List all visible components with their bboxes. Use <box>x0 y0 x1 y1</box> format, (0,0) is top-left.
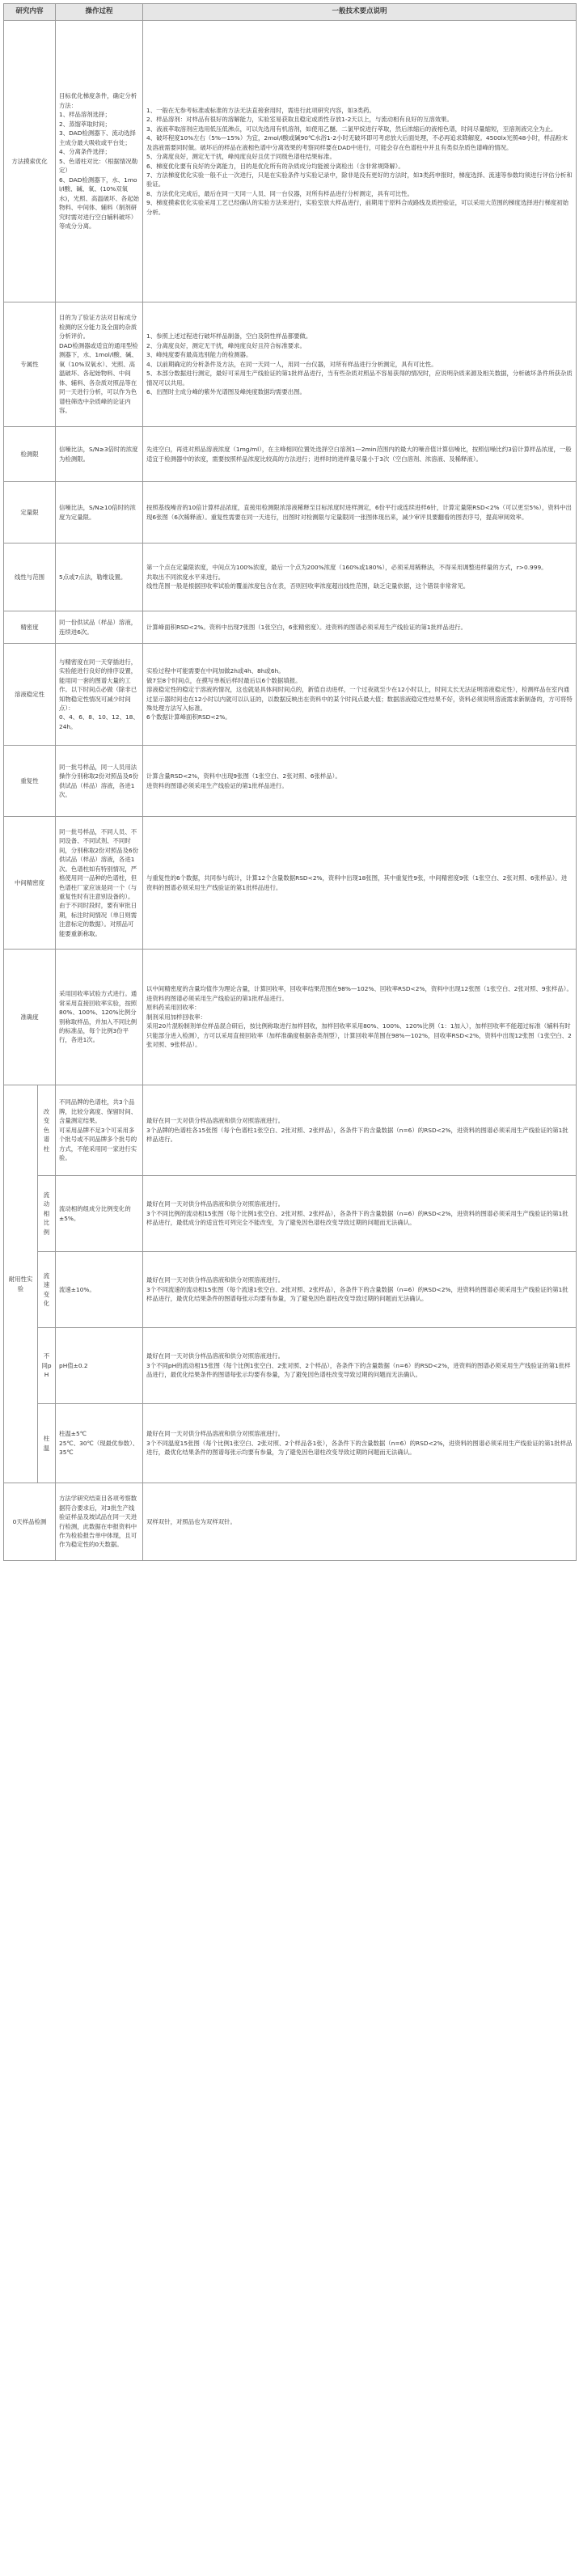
row-process <box>56 21 143 302</box>
table-row <box>4 21 577 302</box>
text-line: 0、4、6、8、10、12、18、24h。 <box>59 713 139 730</box>
text-line: 同一份供试品（样品）溶液，连续进6次。 <box>59 619 137 636</box>
text-line: 制剂采用加样回收率： <box>146 1013 206 1021</box>
text-line: pH值±0.2 <box>59 1361 88 1369</box>
header-research-content: 研究内容 <box>4 4 56 21</box>
text-line: 柱温±5℃ <box>59 1430 87 1438</box>
row-label: 0天样品检测 <box>4 1483 56 1561</box>
text-line: 2、样品溶剂：对样品有很好的溶解能力，实验室易获取且稳定或质性存放1-2天以上，与流动相有良好的互溶效果。 <box>146 116 453 124</box>
table-row <box>4 817 577 950</box>
row-process <box>56 1176 143 1252</box>
text-line: 3个不同温度15张图（每个比例1张空白、2张对照、2个样品各1张），各条件下的含量数据（n=6）的RSD<2%，进资料的图谱必须采用生产线验证的第1批样品进行，最优化结果条件的图谱每张示均要有参量，为了避免因色谱柱改变导致过期的问题而无法确认。 <box>146 1439 573 1457</box>
row-notes <box>143 1085 577 1176</box>
row-notes <box>143 21 577 302</box>
robustness-group-label: 耐用性实验 <box>4 1085 38 1483</box>
row-notes <box>143 611 577 644</box>
row-process <box>56 482 143 544</box>
text-line: 最好在同一天对供分样品溶液和供分对照溶液进行。 <box>146 1276 285 1284</box>
sub-label: 改变色谱柱 <box>38 1085 56 1176</box>
row-label: 精密度 <box>4 611 56 644</box>
table-row <box>4 1252 577 1328</box>
text-line: 3、DAD检测器下、流动选择主成分最大吸收或平台处； <box>59 129 136 146</box>
row-notes <box>143 482 577 544</box>
text-line: 最好在同一天对供分样品溶液和供分对照溶液进行。 <box>146 1352 285 1360</box>
row-process <box>56 611 143 644</box>
row-notes <box>143 950 577 1085</box>
table-row <box>4 427 577 482</box>
text-line: 6、梯度优化要有良好的分离能力，目的是优化所有的杂质成分均能被分离检出（含非常规降解）。 <box>146 162 404 170</box>
text-line: 线性范围一般是根据回收率试验的覆盖浓度包含在表，否则回收率浓度超出线性范围，缺乏定量依据，这个错误非常常见。 <box>146 582 470 590</box>
row-label: 准确度 <box>4 950 56 1085</box>
row-label: 溶液稳定性 <box>4 644 56 746</box>
text-line: 信噪比法，S/N≥3倍时的浓度为检测限。 <box>59 446 138 463</box>
text-line: 由于不同时段时，要有审批日期，标注时间情况（单日则需注意标定的数据）。对照品可能要重新称取。 <box>59 902 137 937</box>
row-process <box>56 950 143 1085</box>
row-process <box>56 1252 143 1328</box>
text-line: 8、方法优化完成后，最后在同一天同一人员、同一台仪器，对所有样品进行分析测定，具有可比性。 <box>146 189 413 197</box>
text-line: 同一批号样品，同一人员用法操作分别称取2份对照品及6份供试品（样品）溶液，各进1次。 <box>59 763 139 798</box>
text-line: 溶液稳定性的稳定于溶液的情况，这也就是具体间时间点的，新值自动进样，一个过夜就至少在12小时以上，时间太长无法证明溶液稳定性），检测样品在室内通过显示器时间也在12小时以内就可以认证的，以数据反映出在资料中的某个时间点最大值；数据溶液稳定性结果不好，资料必须说明溶液需求新制备的，方可将特殊处理方法写入标准。 <box>146 686 573 712</box>
text-line: 最好在同一天对供分样品溶液和供分对照溶液进行。 <box>146 1117 285 1125</box>
text-line: 4、以前期确定的分析条件及方法，在同一天同一人，用同一台仪器，对所有样品进行分析测定，具有可比性。 <box>146 360 437 368</box>
table-row <box>4 1483 577 1561</box>
text-line: 1、样品溶剂选择； <box>59 111 111 119</box>
row-label: 线性与范围 <box>4 544 56 611</box>
text-line: 先进空白，再进对照品溶液浓度（1mg/ml），在主峰相同位置处选择空白溶剂1—2min范围内的最大的噪音值计算信噪比，按照信噪比约3倍计算样品浓度，一般适宜于检测器中的浓度，需要按照样品浓度比较高的方法进行；进样时的进样量尽量小于3次（空白溶剂、浓溶液、及稀释液）。 <box>146 446 572 463</box>
text-line: 3个不同流速的流动相15张图（每个流速1张空白、2张对照、2张样品），各条件下的含量数据（n=6）的RSD<2%，进资料的图谱必须采用生产线验证的第1批样品进行，最优化结果条件的图谱每张示均要有参量，为了避免因色谱柱改变导致过期的问题而无法确认。 <box>146 1285 568 1303</box>
text-line: 3个不同比例的流动相15张图（每个比例1张空白、2张对照、2张样品），各条件下的含量数据（n=6）的RSD<2%，进资料的图谱必须采用生产线验证的第1批样品进行，最低成分的适宜性可列完全不能改变，为了避免因色谱柱改变导致过期的问题而无法确认。 <box>146 1209 568 1227</box>
text-line: 与精密度在同一天穿插进行，实验能进行良好的排序设置，能用同一套的图谱大量的工作。以下时间点必做（除非已知物稳定性情况可减少时间点）： <box>59 658 137 712</box>
sub-label: 流动相比例 <box>38 1176 56 1252</box>
table-row <box>4 950 577 1085</box>
row-notes <box>143 427 577 482</box>
text-line: 25℃、30℃（现最优参数）、35℃ <box>59 1439 139 1457</box>
row-process <box>56 544 143 611</box>
table-row <box>4 644 577 746</box>
header-operation-process: 操作过程 <box>56 4 143 21</box>
text-line: 实验过程中可能需要在中间加做2h或4h、8h或6h。 <box>146 667 285 675</box>
text-line: 3、峰纯度要有最高选别能力的检测器。 <box>146 351 252 359</box>
text-line: 6、DAD检测器下，水、1mol/l酸、碱、氧、(10%双氧水)，光照、高温破坏、各起始物料、中间体、辅料（制剂研究时需对进行空白辅料破坏）等成分分离。 <box>59 176 139 231</box>
text-line: 方法学研究结束目各项考察数据符合要求后，对3批生产线验证样品及坡试品在同一天进行检测，此数据在申报资料中作为检验报告单中体现，且可作为稳定性的0天数据。 <box>59 1495 137 1549</box>
text-line: 6个数据计算峰面积RSD<2%。 <box>146 713 231 721</box>
text-line: 2、分离度良好，测定无干扰，峰纯度良好且符合标准要求。 <box>146 341 306 349</box>
text-line: 4、破坏程度10%左右（5%—15%）为宜，2mol/l酸或碱90℃水浴1-2小时无破坏即可考虑放大后面处理，不必再追求降解度。4500lx光照48小时，样品粉末及溶液需要同时做。破坏后的样品在液相色谱中分离效果的考察同样要在DAD中进行，可能会存在色谱柱中并且有类似杂质色谱峰的情况。 <box>146 134 568 151</box>
row-process <box>56 1483 143 1561</box>
table-row <box>4 302 577 427</box>
text-line: 与重复性的6个数据，共同参与统计，计算12个含量数据RSD<2%，资料中出现18张图，其中重复性9张，中间精密度9张（1张空白、2张对照、6张样品）。进资料的图谱必须采用生产线验证的第1批样品进行。 <box>146 874 568 891</box>
row-process <box>56 817 143 950</box>
text-line: 1、参照上述过程进行破坏样品制备，空白及阴性样品都要做。 <box>146 332 312 341</box>
text-line: 进资料的图谱必须采用生产线验证的第1批样品进行。 <box>146 781 288 789</box>
text-line: 信噪比法，S/N≥10倍时的浓度为定量限。 <box>59 504 136 521</box>
row-label: 定量限 <box>4 482 56 544</box>
row-label: 中间精密度 <box>4 817 56 950</box>
row-process <box>56 1085 143 1176</box>
text-line: 流速±10%。 <box>59 1285 95 1293</box>
row-label: 重复性 <box>4 746 56 817</box>
sub-label: 柱温 <box>38 1404 56 1483</box>
text-line: 原料药采用回收率： <box>146 1004 201 1012</box>
sub-label: 不同pH <box>38 1328 56 1404</box>
table-row <box>4 1328 577 1404</box>
text-line: 5、本部分数据进行测定，最好可采用生产线验证的第1批样品进行，当有些杂质对照品不容易获得的情况时，应说明杂质来源及相关数据，分析破坏条件所获杂质情况可以共用。 <box>146 370 573 387</box>
text-line: 2、蒸馏萃取时间； <box>59 120 111 128</box>
row-process <box>56 1404 143 1483</box>
text-line: 同一批号样品，不同人员、不同设备、不同试剂、不同时间，分别称取2份对照品及6份供试品（样品）溶液，各进1次。色谱柱如有特别情况，严格使用同一品种的色谱柱，但色谱柱厂家应该是同一个（与重复性时有注意别设备的）。 <box>59 827 139 900</box>
table-body <box>4 21 577 1561</box>
text-line: 目标优化梯度条件，确定分析方法： <box>59 92 137 109</box>
table-row <box>4 611 577 644</box>
text-line: 采用回收率试验方式进行。通常采用直接回收率实验，按照80%、100%、120%比例分别称取样品，并加入不同比例的标准品，每个比例3份平行，各进1次。 <box>59 990 137 1044</box>
table-row <box>4 544 577 611</box>
validation-table <box>3 3 577 1561</box>
row-notes <box>143 817 577 950</box>
text-line: 5点或7点法，勒维设置。 <box>59 573 127 581</box>
text-line: 做7至8个时间点，在摸写单板后样时最后以6个数据填报。 <box>146 676 302 684</box>
text-line: 共取出不同浓度水平来进行。 <box>146 573 225 581</box>
row-process <box>56 302 143 427</box>
table-row <box>4 1404 577 1483</box>
text-line: 计算含量RSD<2%，资料中出现9张图（1张空白、2张对照、6张样品）。 <box>146 772 341 780</box>
row-process <box>56 644 143 746</box>
row-process <box>56 746 143 817</box>
table-row <box>4 1176 577 1252</box>
text-line: 3个不同pH的流动相15张图（每个比例1张空白、2张对照、2个样品），各条件下的含量数据（n=6）的RSD<2%，进资料的图谱必须采用生产线验证的第1批样品进行，最优化结果条件的图谱每张示均要有参量，为了避免因色谱柱改变导致过期的问题而无法确认。 <box>146 1361 571 1379</box>
text-line: 1、一般在无参考标准或标准的方法无法直接套用时，需进行此项研究内容，如3类药。 <box>146 106 375 114</box>
row-notes <box>143 1252 577 1328</box>
text-line: 可采用品牌不足3个可采用多个批号或不同品牌多个批号的方式，不能采用同一家进行实验。 <box>59 1126 137 1162</box>
text-line: 3个品牌的色谱柱各15张图（每个色谱柱1张空白、2张对照、2张样品），各条件下的含量数据（n=6）的RSD<2%，进资料的图谱必须采用生产线验证的第1批样品进行。 <box>146 1126 568 1144</box>
text-line: 5、色谱柱对比：（根据情况勒定） <box>59 157 138 175</box>
row-notes <box>143 1483 577 1561</box>
text-line: 5、分离度良好，测定无干扰，峰纯度良好且优于同级色谱柱结果标准。 <box>146 153 336 161</box>
row-process <box>56 1328 143 1404</box>
table-header-row <box>4 4 577 21</box>
row-label: 检测限 <box>4 427 56 482</box>
row-notes <box>143 302 577 427</box>
text-line: DAD检测器或适宜的通用型检测器下，水、1mol/l酸、碱、氧（10%双氧水）、光照、高温破坏、各起始物料、中间体、辅料、各杂质对照品等在同一天进行分析，可以作为色谱柱筛选中杂质峰的论证内容。 <box>59 341 138 415</box>
row-notes <box>143 1328 577 1404</box>
text-line: 第一个点在定量限浓度，中间点为100%浓度，最后一个点为200%浓度（160%或180%），必须采用稀释法，不得采用调整进样量的方式，r>0.999。 <box>146 564 547 572</box>
row-notes <box>143 1404 577 1483</box>
text-line: 最好在同一天对供分样品溶液和供分对照溶液进行。 <box>146 1200 285 1208</box>
table-row <box>4 482 577 544</box>
table-row <box>4 746 577 817</box>
text-line: 双样双针，对照品也为双样双针。 <box>146 1517 236 1525</box>
text-line: 按照基线噪音的10倍计算样品浓度，直接用检测限浓溶液稀释至目标浓度时进样测定，6份平行或连续进样6针，计算定量限RSD<2%（可以更至5%），资料中出现6张图（6次稀释液）。重复性需要在同一天进行，出图时对检测限与定量限同一张图体现出来，减少审评员要翻看的图表序号，提高审阅效率。 <box>146 504 572 521</box>
row-notes <box>143 644 577 746</box>
row-label: 专属性 <box>4 302 56 427</box>
sub-label: 流速变化 <box>38 1252 56 1328</box>
text-line: 不同品牌的色谱柱，共3个品牌，比较分离度、保留时间、含量测定结果。 <box>59 1098 137 1125</box>
row-label: 方法摸索优化 <box>4 21 56 302</box>
text-line: 目的为了验证方法对目标成分检测的区分能力及全面的杂质分析评价。 <box>59 314 137 341</box>
text-line: 流动相的组成分比例变化的±5%。 <box>59 1205 131 1222</box>
header-technical-notes: 一般技术要点说明 <box>143 4 577 21</box>
row-notes <box>143 1176 577 1252</box>
text-line: 7、方法梯度优化实验一般不止一次进行，只是在实验条件与实验记录中，除非是没有更好的方法时，如3类药申报时，梯度选择、流速等参数均须进行评估分析和验证。 <box>146 171 573 188</box>
text-line: 4、分离条件选择； <box>59 148 111 156</box>
text-line: 6、出图时主成分峰的紫外光谱图及峰纯度数据均需要出图。 <box>146 388 306 396</box>
text-line: 计算峰面积RSD<2%。资料中出现7张图（1张空白，6张精密度）。进资料的图谱必须采用生产线验证的第1批样品进行。 <box>146 623 467 631</box>
text-line: 最好在同一天对供分样品溶液和供分对照溶液进行。 <box>146 1430 285 1438</box>
row-process <box>56 427 143 482</box>
text-line: 3、液液萃取溶剂应选用低压低沸点，可以先选用有机溶剂，如使用乙醚、二氯甲烷进行萃取，然后浓缩后的液相色谱，时间尽量缩短，至溶剂液完全为止。 <box>146 125 557 133</box>
text-line: 采用20片混粉制剂单位样品混合研后，按比例称取进行加样回收，加样回收率采用80%、100%、120%比例（1：1加入），加样回收率不能超过标准（辅料有时只能部分进入检测），方可以采用直接回收率（加样准确度根据各类剂型），计算回收率范围在98%—102%，回收率RSD<2%，资料中出现12张图（1张空白、2张对照、9张样品）。 <box>146 1022 572 1049</box>
table-row <box>4 1085 577 1176</box>
row-notes <box>143 746 577 817</box>
text-line: 9、梯度摸索优化实验采用工艺已经确认的实验方法来进行，实验室放大样品进行，前期用于原料合成路线及质控验证，可以采用大范围的梯度选择进行梯度初始分析。 <box>146 199 569 216</box>
row-notes <box>143 544 577 611</box>
text-line: 以中间精密度的含量均值作为理论含量，计算回收率，回收率结果范围在98%—102%、回收率RSD<2%，资料中出现12张图（1张空白、2张对照、9张样品）。进资料的图谱必须采用生产线验证的第1批样品进行。 <box>146 985 573 1002</box>
